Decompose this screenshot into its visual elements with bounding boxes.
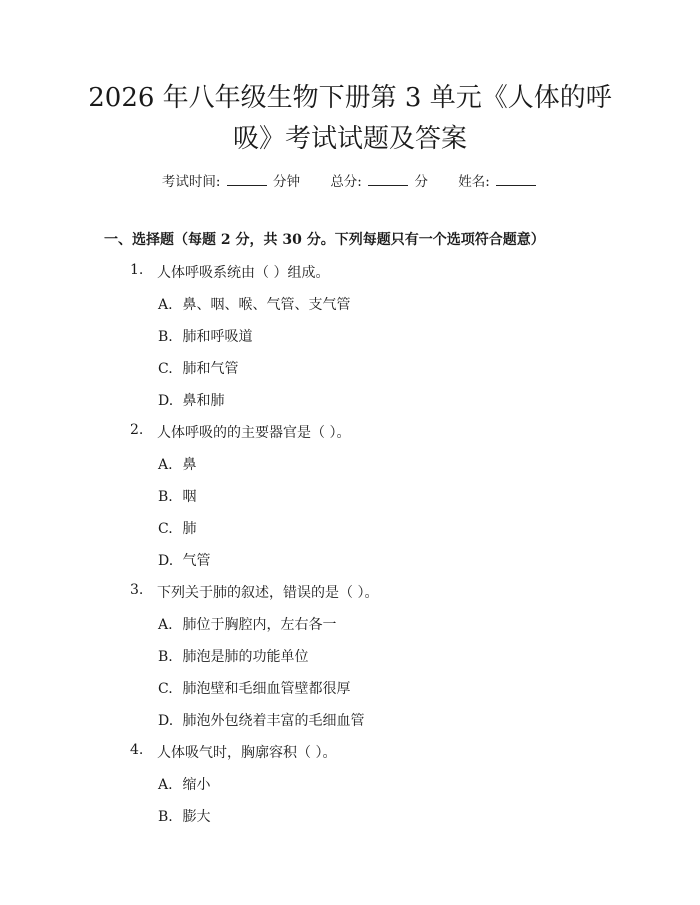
option-text: 咽: [182, 489, 197, 505]
option-text: 肺位于胸腔内，左右各一: [182, 617, 337, 633]
question-number: 2.: [130, 422, 144, 438]
option-text: 缩小: [182, 777, 211, 793]
option-text: 肺泡是肺的功能单位: [182, 649, 309, 665]
question-number: 1.: [130, 262, 144, 278]
option-text: 肺泡外包绕着丰富的毛细血管: [182, 713, 365, 729]
option-label: A.: [158, 777, 173, 793]
option-label: B.: [158, 649, 173, 665]
option: [158, 614, 336, 634]
option-label: A.: [158, 617, 173, 633]
option: [158, 326, 252, 346]
time-blank: [227, 173, 267, 186]
question: [130, 422, 610, 442]
option-text: 肺泡壁和毛细血管壁都很厚: [182, 681, 351, 697]
option-text: 肺和气管: [182, 361, 239, 377]
option: [158, 358, 238, 378]
student-name-field: [458, 170, 538, 190]
question-text: 人体呼吸系统由（ ）组成。: [157, 265, 330, 281]
score-blank: [368, 173, 408, 186]
question-text: 人体呼吸的的主要器官是（ ）。: [157, 425, 351, 441]
option: [158, 806, 210, 826]
option: [158, 390, 224, 410]
exam-meta-line: [0, 170, 700, 190]
option-label: D.: [158, 553, 174, 569]
time-label: 考试时间:: [161, 174, 221, 190]
title-line-1: 2026 年八年级生物下册第 3 单元《人体的呼: [88, 83, 612, 113]
option: [158, 294, 350, 314]
option-label: D.: [158, 713, 174, 729]
option-label: B.: [158, 809, 173, 825]
title-line-2: 吸》考试试题及答案: [232, 124, 467, 154]
option: [158, 454, 196, 474]
option-text: 肺: [182, 521, 197, 537]
time-unit: 分钟: [273, 174, 301, 190]
exam-time-field: [162, 170, 300, 190]
question: [130, 742, 610, 762]
option-text: 鼻、咽、喉、气管、支气管: [182, 297, 351, 313]
option-label: B.: [158, 489, 173, 505]
option: [158, 518, 196, 538]
total-score-field: [330, 170, 428, 190]
option-label: A.: [158, 457, 173, 473]
score-unit: 分: [414, 174, 428, 190]
option-text: 肺和呼吸道: [182, 329, 253, 345]
question-number: 4.: [130, 742, 144, 758]
question-text: 下列关于肺的叙述，错误的是（ ）。: [157, 585, 379, 601]
question-text: 人体吸气时，胸廓容积（ ）。: [157, 745, 337, 761]
option-label: C.: [158, 361, 173, 377]
question-number: 3.: [130, 582, 144, 598]
option-label: C.: [158, 681, 173, 697]
option-text: 气管: [182, 553, 211, 569]
option: [158, 710, 364, 730]
section-heading: 一、选择题（每题 2 分，共 30 分。下列每题只有一个选项符合题意）: [104, 232, 545, 248]
option: [158, 646, 308, 666]
option: [158, 774, 210, 794]
option: [158, 678, 350, 698]
option-label: C.: [158, 521, 173, 537]
option: [158, 486, 196, 506]
score-label: 总分:: [330, 174, 362, 190]
option-text: 鼻: [182, 457, 197, 473]
option: [158, 550, 210, 570]
question: [130, 262, 610, 282]
option-label: D.: [158, 393, 174, 409]
option-label: B.: [158, 329, 173, 345]
option-text: 鼻和肺: [182, 393, 225, 409]
document-title: [60, 78, 640, 160]
name-blank: [496, 173, 536, 186]
name-label: 姓名:: [458, 174, 490, 190]
question: [130, 582, 610, 602]
option-text: 膨大: [182, 809, 211, 825]
option-label: A.: [158, 297, 173, 313]
